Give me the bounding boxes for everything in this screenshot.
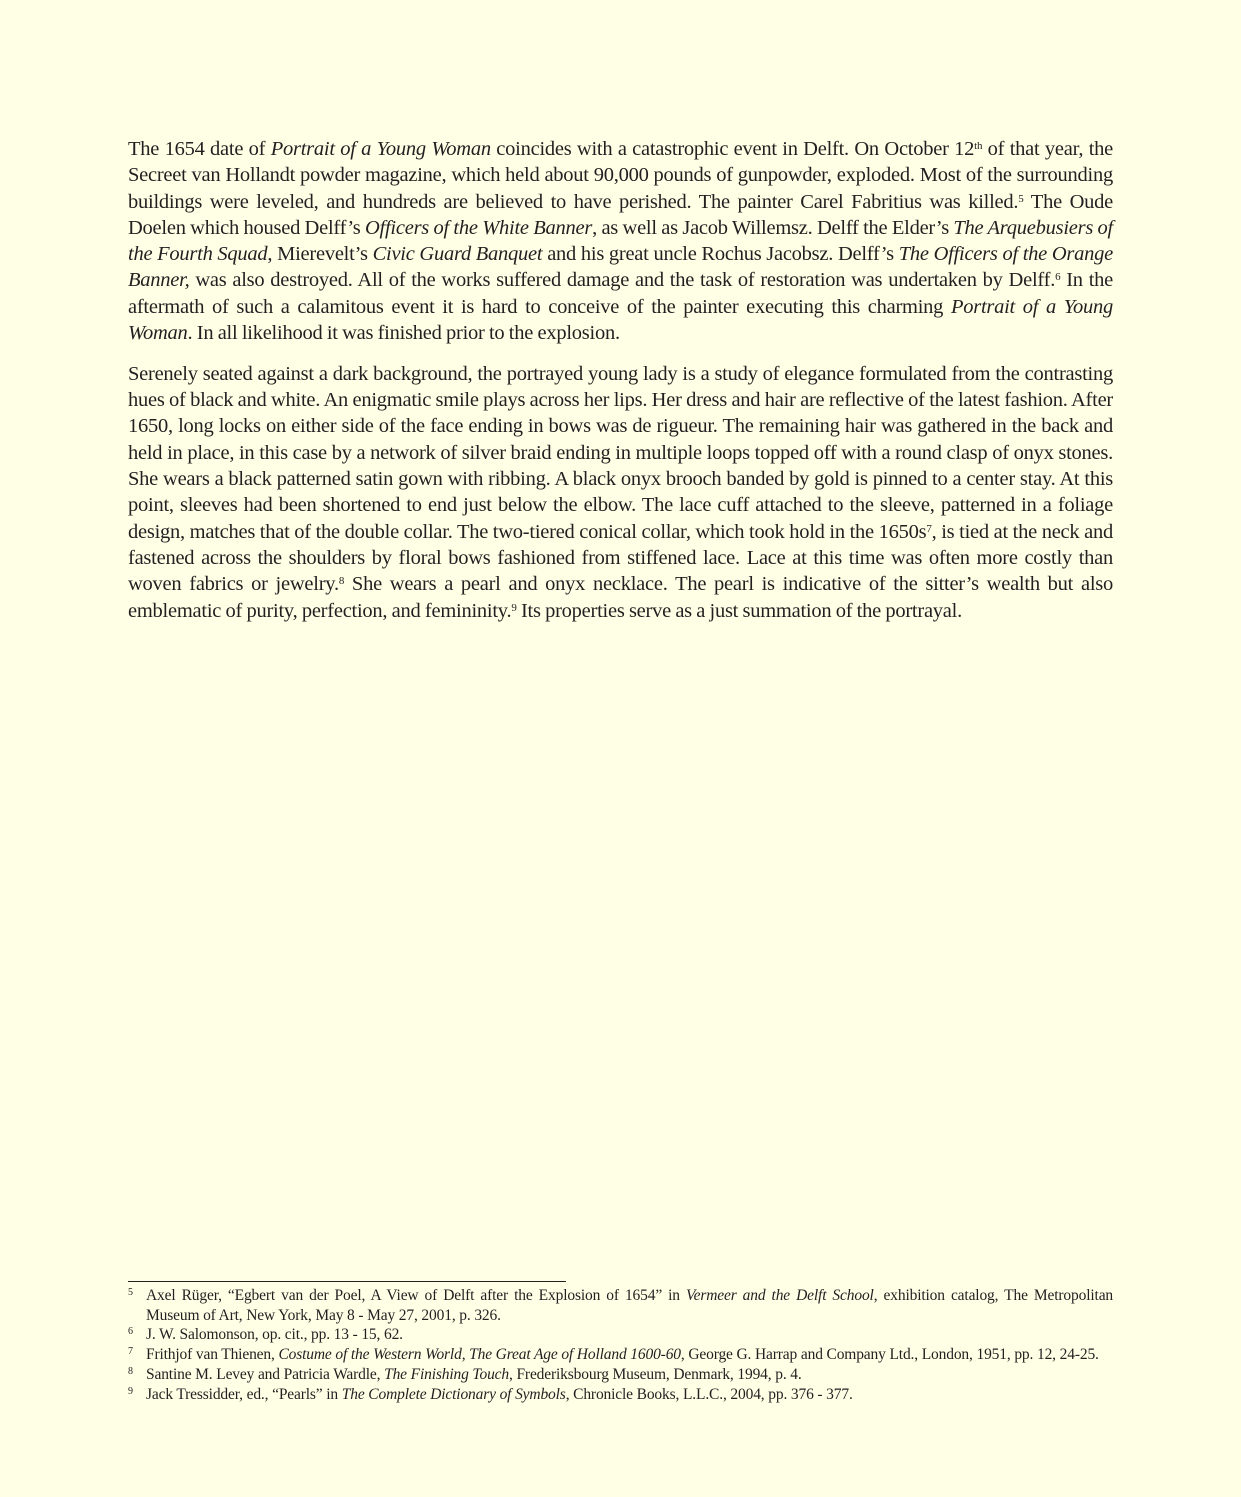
text-run: of that year, the Secreet van Hollandt powder magazine, which held about 90,000 pounds of gunpowder, exploded. Most of the surrounding buildings were leveled, and hundreds are believed to have perished. The painter Carel Fabritius was killed. <box>128 138 1113 213</box>
text-run: and his great uncle Rochus Jacobsz. Delff’s <box>542 243 899 266</box>
text-run: , is tied at the neck and fastened across the shoulders by floral bows fashioned from stiffened lace. Lace at this time was often more costly than woven fabrics or jewelry. <box>128 520 1113 596</box>
paragraph <box>128 361 1113 624</box>
paragraph <box>128 136 1113 346</box>
footnote-number: 9 <box>128 1385 133 1397</box>
footnote-number: 8 <box>128 1365 133 1377</box>
italic-title: Officers of the White Banner <box>364 216 593 239</box>
text-run: Serenely seated against a dark background, the portrayed young lady is a study of elegance formulated from the contrasting hues of black and white. An enigmatic smile plays across her lips. Her dress and hair are reflective of the latest fashion. After 1650, long locks on either side of the face ending in bows was de rigueur. The remaining hair was gathered in the back and held in place, in this case by a network of silver braid ending in multiple loops topped off with a round clasp of onyx stones. She wears a black patterned satin gown with ribbing. A black onyx brooch banded by gold is pinned to a center stay. At this point, sleeves had been shortened to end just below the elbow. The lace cuff attached to the sleeve, patterned in a foliage design, matches that of the double collar. The two-tiered conical collar, which took hold in the 1650s <box>128 362 1113 543</box>
footnote <box>128 1286 1113 1325</box>
text-run: The 1654 date of <box>128 138 271 160</box>
footnote-reference: 6 <box>1055 271 1061 284</box>
footnote-reference: 5 <box>1018 192 1024 205</box>
text-run: Jack Tressidder, ed., “Pearls” in <box>146 1385 342 1403</box>
text-run: , as well as Jacob Willemsz. Delff the Elder’s <box>592 216 954 239</box>
text-run: Frithjof van Thienen, <box>146 1346 279 1364</box>
text-run: Santine M. Levey and Patricia Wardle, <box>146 1365 385 1383</box>
footnote <box>128 1345 1113 1365</box>
italic-title: Portrait of a Young Woman <box>270 138 491 160</box>
text-run: , Mierevelt’s <box>267 243 373 266</box>
text-run: , Frederiksbourg Museum, Denmark, 1994, p. 4. <box>509 1365 802 1383</box>
footnote-reference: 7 <box>926 522 932 535</box>
text-run: , Chronicle Books, L.L.C., 2004, pp. 376 - 377. <box>565 1385 853 1403</box>
text-run: was also destroyed. All of the works suffered damage and the task of restoration was undertaken by Delff. <box>189 269 1056 292</box>
italic-title: Vermeer and the Delft School <box>686 1287 874 1304</box>
footnote-divider <box>128 1281 566 1282</box>
italic-title: Costume of the Western World, The Great Age of Holland 1600-60 <box>278 1346 681 1364</box>
footnote-number: 6 <box>128 1326 133 1338</box>
italic-title: The Complete Dictionary of Symbols <box>341 1385 566 1403</box>
italic-title: Civic Guard Banquet <box>372 243 543 266</box>
footnote-reference: 8 <box>338 575 345 588</box>
text-run: J. W. Salomonson, op. cit., pp. 13 - 15, 62. <box>146 1326 403 1344</box>
footnote-number: 5 <box>128 1287 133 1298</box>
text-run: She wears a pearl and onyx necklace. The pearl is indicative of the sitter’s wealth but also emblematic of purity, perfection, and femininity. <box>128 573 1113 622</box>
footnote-number: 7 <box>128 1346 133 1358</box>
footnote <box>128 1325 1113 1345</box>
italic-title: The Arquebusiers of the Fourth Squad <box>128 216 1114 266</box>
footnote <box>128 1365 1113 1385</box>
italic-title: The Finishing Touch <box>384 1365 510 1383</box>
italic-title: The Officers of the Orange Banner, <box>128 243 1113 292</box>
footnote-reference: th <box>974 140 983 152</box>
text-run: In the aftermath of such a calamitous event it is hard to conceive of the painter executing this charming <box>128 269 1113 318</box>
text-run: , George G. Harrap and Company Ltd., London, 1951, pp. 12, 24-25. <box>680 1346 1099 1364</box>
footnote-reference: 9 <box>511 601 517 614</box>
text-run: Axel Rüger, “Egbert van der Poel, A View of Delft after the Explosion of 1654” in <box>146 1287 686 1304</box>
text-run: , exhibition catalog, The Metropolitan Museum of Art, New York, May 8 - May 27, 2001, p. 326. <box>146 1287 1114 1324</box>
footnote <box>128 1385 1113 1405</box>
text-run: Its properties serve as a just summation of the portrayal. <box>516 599 962 622</box>
text-run: coincides with a catastrophic event in Delft. On October 12 <box>490 138 975 160</box>
italic-title: Portrait of a Young Woman <box>128 295 1113 345</box>
footnotes <box>128 1286 1113 1404</box>
text-run: The Oude Doelen which housed Delff’s <box>128 190 1114 239</box>
body-text <box>128 136 1113 638</box>
text-run: . In all likelihood it was finished prior to the explosion. <box>187 322 620 345</box>
